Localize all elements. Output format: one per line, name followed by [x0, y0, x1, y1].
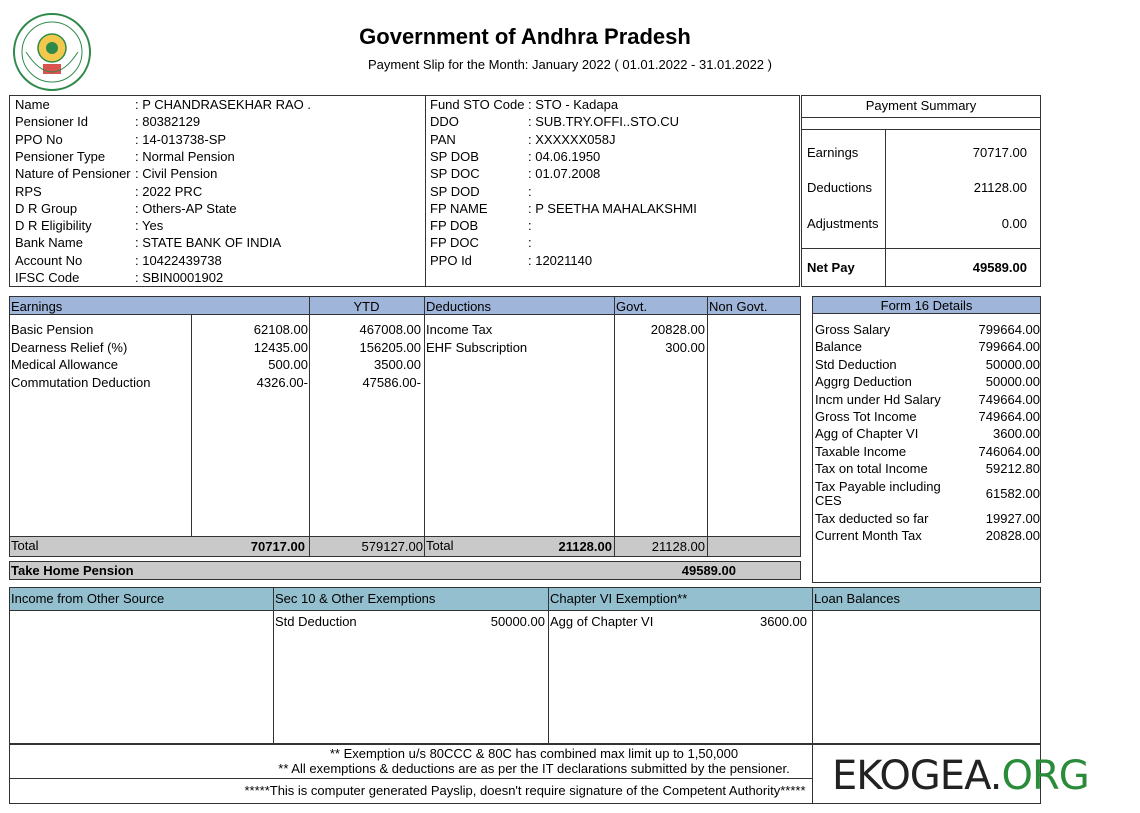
office-field-label: PPO Id — [430, 252, 472, 268]
footer-note-computer-generated: *****This is computer generated Payslip, doesn't require signature of the Competent Authority***** — [244, 783, 806, 798]
office-field-value: : SUB.TRY.OFFI..STO.CU — [528, 114, 679, 130]
pensioner-field-value: : Normal Pension — [135, 148, 235, 164]
col-nongovt: Non Govt. — [709, 299, 768, 314]
office-field-value: : — [528, 218, 532, 234]
take-home-label: Take Home Pension — [11, 563, 134, 578]
office-field-label: SP DOC — [430, 166, 480, 182]
pensioner-field-label: Pensioner Id — [15, 114, 88, 130]
earnings-row-amount: 4326.00- — [256, 374, 308, 390]
deduction-row-govt: 20828.00 — [650, 322, 705, 337]
form16-row-value: 61582.00 — [985, 485, 1040, 501]
summary-netpay-value: 49589.00 — [972, 260, 1027, 275]
form16-row-value: 19927.00 — [985, 510, 1040, 526]
col-earnings: Earnings — [11, 299, 63, 314]
form16-row-value: 50000.00 — [985, 374, 1040, 390]
office-field-value: : — [528, 183, 532, 199]
chapter6-row-label: Agg of Chapter VI — [550, 614, 654, 629]
summary-earnings-value: 70717.00 — [972, 145, 1027, 160]
pensioner-field-value: : 14-013738-SP — [135, 131, 227, 147]
earnings-row-ytd: 47586.00- — [362, 374, 421, 390]
deductions-total-label: Total — [426, 538, 454, 553]
deductions-total-govt: 21128.00 — [651, 539, 705, 554]
col-sec10: Sec 10 & Other Exemptions — [275, 591, 436, 606]
form16-row-label: Tax on total Income — [815, 461, 928, 477]
earnings-row-name: Dearness Relief (%) — [11, 339, 128, 355]
pensioner-field-value: : STATE BANK OF INDIA — [135, 235, 282, 251]
pensioner-field-label: IFSC Code — [15, 270, 80, 285]
office-field-value: : 01.07.2008 — [528, 166, 601, 182]
pensioner-info-box — [9, 95, 800, 287]
office-field-label: SP DOB — [430, 148, 479, 164]
earnings-total-ytd: 579127.00 — [361, 539, 423, 554]
col-ytd: YTD — [353, 299, 380, 314]
form16-row-label: Incm under Hd Salary — [815, 391, 941, 407]
office-field-value: : STO - Kadapa — [528, 97, 619, 112]
office-field-label: PAN — [430, 131, 456, 147]
pensioner-field-value: : P CHANDRASEKHAR RAO . — [135, 97, 312, 112]
earnings-row-amount: 500.00 — [268, 357, 308, 372]
footer-note-exemption-limit: ** Exemption u/s 80CCC & 80C has combined max limit up to 1,50,000 — [329, 746, 739, 761]
payment-summary-title: Payment Summary — [865, 98, 977, 113]
summary-earnings-label: Earnings — [807, 145, 859, 160]
office-field-label: SP DOD — [430, 183, 480, 199]
earnings-row-ytd: 467008.00 — [359, 322, 421, 337]
pensioner-field-value: : 80382129 — [135, 114, 201, 130]
summary-deductions-label: Deductions — [807, 180, 873, 195]
form16-row-label: Gross Salary — [815, 322, 891, 337]
earnings-row-amount: 62108.00 — [253, 322, 308, 337]
sec10-row-value: 50000.00 — [490, 614, 545, 629]
office-field-value: : 04.06.1950 — [528, 148, 601, 164]
pensioner-field-label: Account No — [15, 252, 83, 268]
earnings-total-label: Total — [11, 538, 39, 553]
pensioner-field-label: Nature of Pensioner — [15, 166, 131, 182]
col-govt: Govt. — [616, 299, 648, 314]
form16-row-label: Current Month Tax — [815, 528, 922, 543]
col-other-income: Income from Other Source — [11, 591, 165, 606]
col-chapter6: Chapter VI Exemption** — [550, 591, 688, 606]
form16-row-label: Agg of Chapter VI — [815, 426, 919, 442]
office-field-label: FP NAME — [430, 200, 488, 216]
form16-title: Form 16 Details — [880, 298, 973, 313]
chapter6-row-value: 3600.00 — [760, 614, 807, 629]
pensioner-field-label: Bank Name — [15, 235, 83, 251]
form16-row-label: Aggrg Deduction — [815, 374, 912, 390]
form16-row-value: 799664.00 — [978, 322, 1040, 337]
take-home-value: 49589.00 — [681, 563, 736, 578]
form16-row-value: 799664.00 — [978, 339, 1040, 355]
page-title: Government of Andhra Pradesh — [359, 24, 691, 49]
form16-row-value: 749664.00 — [978, 409, 1040, 424]
pensioner-field-value: : 10422439738 — [135, 252, 222, 268]
earnings-row-name: Medical Allowance — [11, 357, 118, 372]
office-field-label: FP DOB — [430, 218, 479, 234]
form16-row-value: 746064.00 — [978, 443, 1040, 459]
earnings-row-amount: 12435.00 — [253, 339, 308, 355]
office-field-label: DDO — [430, 114, 459, 130]
form16-row-label-cont: CES — [815, 492, 842, 508]
pensioner-field-label: Pensioner Type — [15, 148, 106, 164]
form16-row-value: 3600.00 — [993, 426, 1040, 442]
office-field-label: FP DOC — [430, 235, 479, 251]
deductions-total-amount: 21128.00 — [558, 539, 612, 554]
footer-note-declarations: ** All exemptions & deductions are as per the IT declarations submitted by the pensioner. — [278, 761, 790, 776]
pensioner-field-label: PPO No — [15, 131, 63, 147]
form16-row-value: 749664.00 — [978, 391, 1040, 407]
pensioner-field-label: D R Group — [15, 200, 78, 216]
pensioner-field-label: Name — [15, 97, 50, 112]
office-field-value: : 12021140 — [528, 252, 593, 268]
col-deductions: Deductions — [426, 299, 492, 314]
summary-netpay-label: Net Pay — [807, 260, 855, 275]
form16-row-label: Std Deduction — [815, 356, 897, 372]
form16-row-value: 59212.80 — [985, 461, 1040, 477]
office-field-value: : — [528, 235, 532, 251]
office-field-value: : XXXXXX058J — [528, 131, 616, 147]
form16-row-label: Tax deducted so far — [815, 510, 929, 526]
earnings-row-name: Basic Pension — [11, 322, 94, 337]
earnings-total-amount: 70717.00 — [250, 539, 305, 554]
pensioner-field-value: : Yes — [135, 218, 164, 234]
earnings-row-ytd: 156205.00 — [359, 339, 421, 355]
pensioner-field-value: : SBIN0001902 — [135, 270, 224, 285]
form16-row-value: 20828.00 — [985, 528, 1040, 543]
deduction-row-name: EHF Subscription — [426, 339, 528, 355]
ekogea-watermark: EKOGEA.ORG — [832, 753, 1089, 799]
pensioner-field-label: D R Eligibility — [15, 218, 92, 234]
earnings-row-ytd: 3500.00 — [374, 357, 421, 372]
office-field-label: Fund STO Code — [430, 97, 525, 112]
summary-deductions-value: 21128.00 — [973, 180, 1027, 195]
form16-row-label: Tax Payable including — [815, 478, 941, 494]
pensioner-field-value: : Others-AP State — [135, 200, 237, 216]
summary-adjustments-value: 0.00 — [1001, 216, 1027, 231]
page-subtitle: Payment Slip for the Month: January 2022 ( 01.01.2022 - 31.01.2022 ) — [368, 57, 772, 72]
office-field-value: : P SEETHA MAHALAKSHMI — [528, 200, 697, 216]
form16-row-label: Taxable Income — [815, 443, 907, 459]
deduction-row-name: Income Tax — [426, 322, 493, 337]
form16-row-label: Gross Tot Income — [815, 409, 917, 424]
form16-row-label: Balance — [815, 339, 862, 355]
col-loan-balances: Loan Balances — [814, 591, 901, 606]
pensioner-field-value: : 2022 PRC — [135, 183, 203, 199]
pensioner-field-value: : Civil Pension — [135, 166, 218, 182]
summary-adjustments-label: Adjustments — [807, 216, 879, 231]
form16-row-value: 50000.00 — [985, 356, 1040, 372]
sec10-row-label: Std Deduction — [275, 614, 357, 629]
earnings-row-name: Commutation Deduction — [11, 374, 151, 390]
pensioner-field-label: RPS — [15, 183, 42, 199]
deduction-row-govt: 300.00 — [665, 339, 705, 355]
